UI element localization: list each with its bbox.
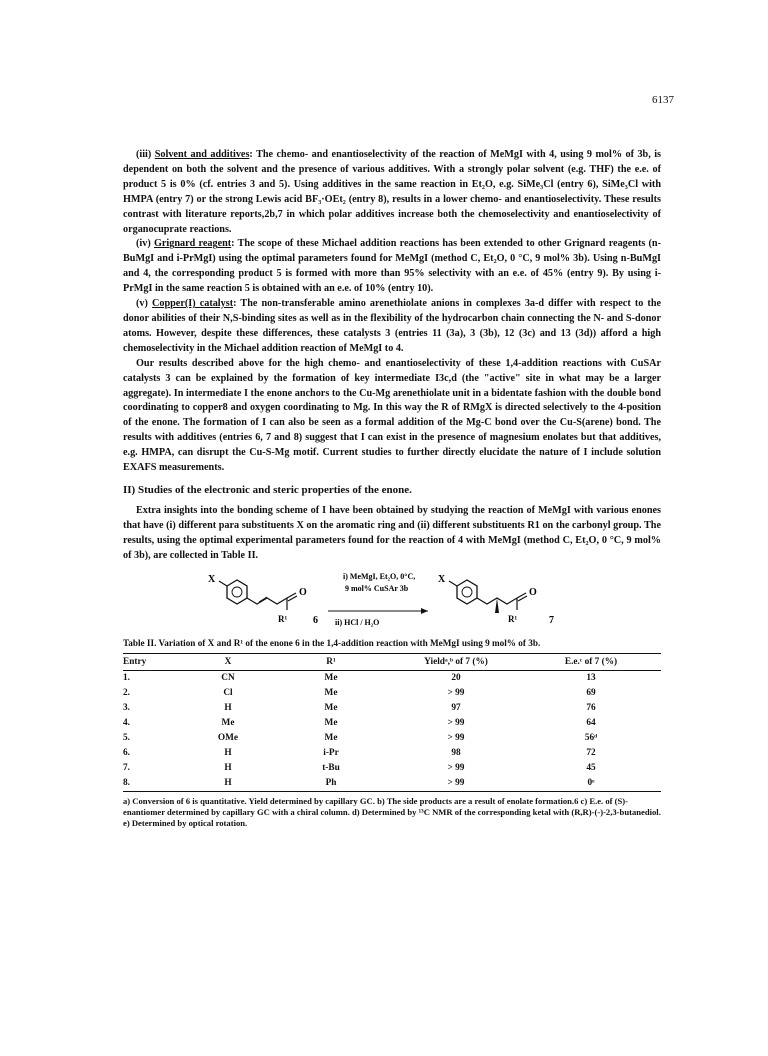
cell-x: CN xyxy=(221,673,235,684)
cell-yield: 98 xyxy=(451,747,461,758)
cell-yield: 97 xyxy=(451,703,461,714)
cell-ee: 64 xyxy=(586,718,596,728)
compound-6-label: 6 xyxy=(313,615,318,627)
header-yield: Yieldᵃ,ᵇ of 7 (%) xyxy=(391,654,521,671)
cell-x: Cl xyxy=(223,688,233,699)
table-header-row xyxy=(123,654,661,671)
cell-x: H xyxy=(224,747,232,758)
cell-r1: Me xyxy=(324,718,338,728)
r1-left: R¹ xyxy=(278,614,288,625)
table-row xyxy=(123,746,661,761)
stereo-wedge xyxy=(495,598,499,613)
cell-ee: 45 xyxy=(586,762,596,773)
table-row xyxy=(123,776,661,791)
cell-yield: > 99 xyxy=(447,762,465,773)
enone-chain-left xyxy=(247,598,287,604)
section-heading: II) Studies of the electronic and steric properties of the enone. xyxy=(123,483,412,496)
cell-x: H xyxy=(224,703,232,714)
page-number: 6137 xyxy=(652,94,674,106)
paragraph-grignard-reagent xyxy=(123,237,661,297)
cell-entry: 8. xyxy=(123,776,185,791)
cell-x: Me xyxy=(221,718,235,728)
table-row xyxy=(123,761,661,776)
cell-r1: i-Pr xyxy=(323,747,339,758)
table-row xyxy=(123,731,661,746)
para-title: Solvent and additives xyxy=(154,149,250,160)
substituent-x-right: X xyxy=(438,574,446,586)
cell-x: H xyxy=(224,762,232,773)
table-footnote: a) Conversion of 6 is quantitative. Yield determined by capillary GC. b) The side products are a result of enolate formation.6 c) E.e. of (S)-enantiomer determined by capillary GC with a chiral column. d) Determined by ¹³C NMR of the corresponding ketal with (R,R)-(-)-2,3-butanediol. e) Determined by optical rotation. xyxy=(123,795,661,828)
header-r1: R¹ xyxy=(271,654,391,671)
cell-entry: 6. xyxy=(123,747,130,758)
reaction-scheme xyxy=(123,569,661,633)
cell-r1: Me xyxy=(324,732,338,743)
para-text: : The non-transferable amino arenethiolate anions in complexes 3a-d differ with respect to the donor abilities of their N,S-binding sites as well as in the flexibility of the hydrocarbon chain connecting the N- and S-donor atoms. However, despite these differences, these catalysts 3 (entries 11 (3a), 3 (3b), 12 (3c) and 13 (3d)) afford a high chemoselectivity in the Michael addition reaction of MeMgI to 4. xyxy=(123,298,662,354)
paragraph-results: Our results described above for the high chemo- and enantioselectivity of these 1,4-addition reactions with CuSAr catalysts 3 can be explained by the formation of key intermediate I3c,d (the "active" site in what may be a larger aggregate). In intermediate I the enone anchors to the Cu-Mg arenethiolate unit in a bidentate fashion with the double bond coordinating to copper8 and oxygen coordinating to Mg. In this way the R of RMgX is directed selectively to the 4-position of the enone. The formation of I can also be seen as a formal addition of the Mg-C bond over the Cu-S(arene) bond. The results with additives (entries 6, 7 and 8) suggest that I can exist in the presence of magnesium enolates but that additives, e.g. HMPA, can disrupt the Cu-S-Mg motif. Current studies to further directly elucidate the nature of I include solution EXAFS measurements. xyxy=(123,357,661,474)
cell-x: OMe xyxy=(217,732,239,743)
cell-r1: Me xyxy=(324,703,338,714)
cell-entry: 2. xyxy=(123,688,130,699)
para-text: : The scope of these Michael addition reactions has been extended to other Grignard reagents (n-BuMgI and i-PrMgI) using the optimal parameters found for MeMgI (method C, Et₂O, 0 °C, 9 mol% 3b). Using n-BuMgI and 4, the corresponding product 5 is formed with more than 95% selectivity with an e.e. of 45% (entry 9). By using i-PrMgI in the same reaction 5 is obtained with an e.e. of 10% (entry 10). xyxy=(123,238,661,295)
header-entry: Entry xyxy=(123,654,185,671)
cell-r1: Me xyxy=(324,688,338,699)
cell-yield: > 99 xyxy=(447,718,465,728)
cell-entry: 5. xyxy=(123,732,130,743)
benzene-ring-right xyxy=(457,580,477,604)
cell-yield: 20 xyxy=(451,673,461,684)
aromatic-circle-right xyxy=(462,587,472,597)
cell-entry: 4. xyxy=(123,718,130,728)
reaction-scheme-drawing xyxy=(123,569,661,633)
cell-r1: Me xyxy=(324,673,338,684)
header-ee: E.e.ᶜ of 7 (%) xyxy=(521,654,661,671)
para-label: (iv) xyxy=(136,238,151,250)
cell-ee: 0ᵉ xyxy=(521,776,661,791)
reagent-line-3: ii) HCl / H₂O xyxy=(335,618,380,628)
paragraph-solvent-additives xyxy=(123,148,661,237)
cell-ee: 76 xyxy=(586,703,596,714)
table-row xyxy=(123,716,661,731)
cell-yield: > 99 xyxy=(447,732,465,743)
para-text: : The chemo- and enantioselectivity of the reaction of MeMgI with 4, using 9 mol% of 3b, is dependent on both the solvent and the presence of various additives. With a strongly polar solvent (e.g. THF) the e.e. of product 5 is 0% (cf. entries 3 and 5). Using additives in the same reaction in Et₂O, e.g. SiMe₃Cl (entry 6), SiMe₃Cl with HMPA (entry 7) or the strong Lewis acid BF₃·OEt₂ (entry 8), results in a lower chemo- and enantioselectivity. These results contrast with literature reports,2b,7 in which polar additives increase both the chemoselectivity and enantioselectivity of organocuprate reactions. xyxy=(123,149,662,235)
cell-x: H xyxy=(185,776,271,791)
table-caption: Table II. Variation of X and R¹ of the enone 6 in the 1,4-addition reaction with MeMgI using 9 mol% of 3b. xyxy=(123,638,541,649)
cell-entry: 1. xyxy=(123,673,130,684)
cell-yield: > 99 xyxy=(391,776,521,791)
cell-yield: > 99 xyxy=(447,688,465,699)
cell-ee: 69 xyxy=(586,688,596,699)
para-label: (iii) xyxy=(136,149,152,160)
para-title: Grignard reagent xyxy=(153,238,232,250)
cell-entry: 7. xyxy=(123,762,130,773)
main-content xyxy=(123,148,661,829)
cell-ee: 56ᵈ xyxy=(584,732,598,743)
oxygen-right: O xyxy=(529,587,537,599)
table-row xyxy=(123,701,661,716)
para-title: Copper(I) catalyst xyxy=(152,298,234,310)
cell-r1: t-Bu xyxy=(322,762,340,773)
cell-entry: 3. xyxy=(123,703,130,714)
para-label: (v) xyxy=(136,298,148,310)
reagent-line-1: i) MeMgI, Et₂O, 0°C, xyxy=(343,572,416,582)
reagent-line-2: 9 mol% CuSAr 3b xyxy=(345,584,409,594)
benzene-ring-left xyxy=(227,580,247,604)
paragraph-copper-catalyst xyxy=(123,297,661,357)
cell-ee: 72 xyxy=(586,747,596,758)
table-row xyxy=(123,686,661,701)
paragraph-extra-insights: Extra insights into the bonding scheme of I have been obtained by studying the reaction of MeMgI with various enones that have (i) different para substituents X on the aromatic ring and (ii) different substituents R1 on the carbonyl group. The results, using the optimal experimental parameters found for the reaction of 4 with MeMgI (method C, Et₂O, 0 °C, 9 mol% of 3b), are collected in Table II. xyxy=(123,504,661,561)
r1-right: R¹ xyxy=(508,614,518,625)
table-row xyxy=(123,671,661,686)
header-x: X xyxy=(185,654,271,671)
aromatic-circle-left xyxy=(232,587,242,597)
cell-r1: Ph xyxy=(271,776,391,791)
oxygen-left: O xyxy=(299,587,307,599)
substituent-x-left: X xyxy=(208,574,216,586)
cell-ee: 13 xyxy=(586,673,596,684)
compound-7-label: 7 xyxy=(549,615,554,627)
results-table xyxy=(123,653,661,791)
